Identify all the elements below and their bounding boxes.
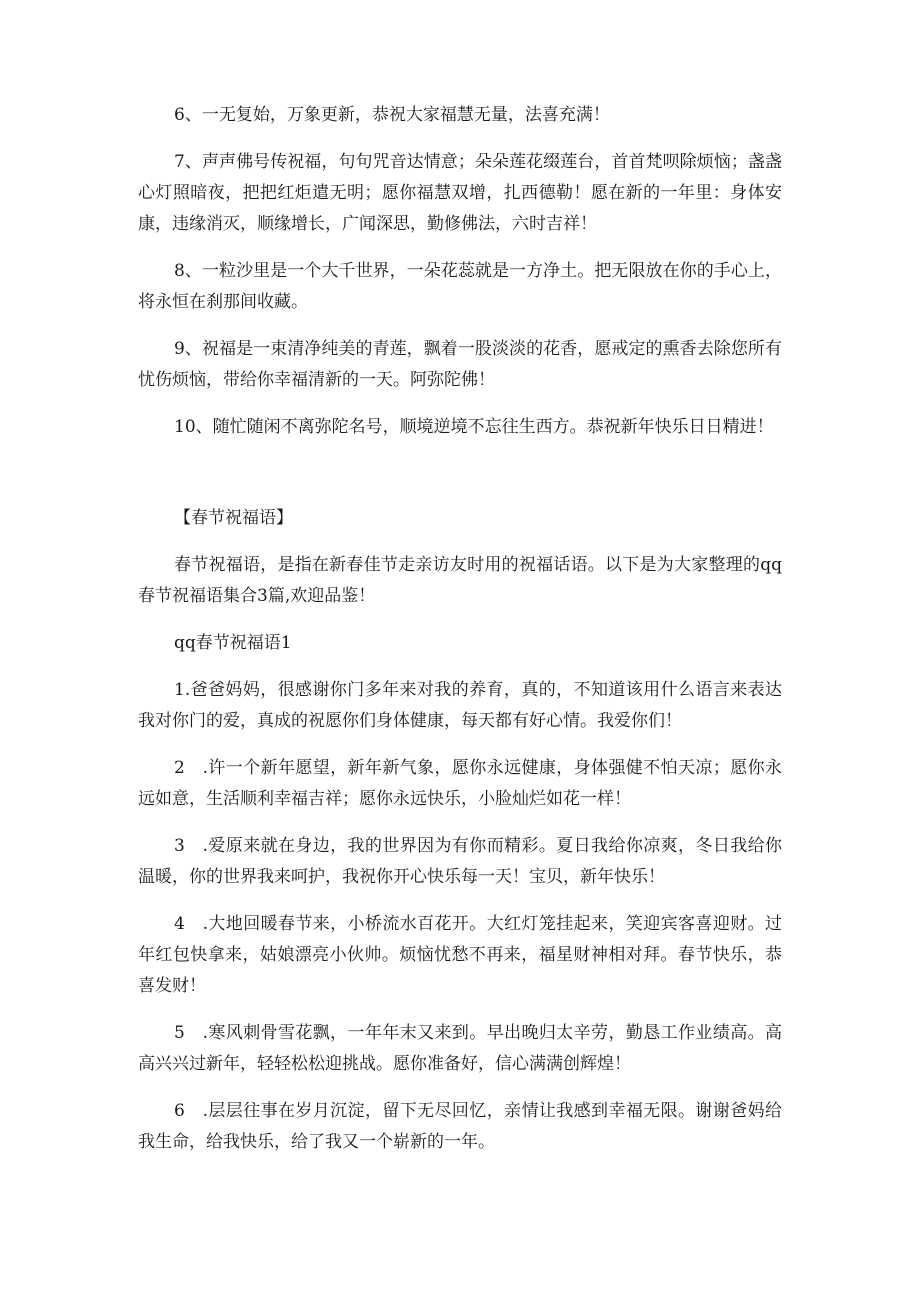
wish-paragraph-7: 7、声声佛号传祝福，句句咒音达情意；朵朵莲花缀莲台，首首梵呗除烦恼；盏盏心灯照暗夜，把把红炬遣无明；愿你福慧双增，扎西德勒！愿在新的一年里：身体安康，违缘消灭，顺缘增长，广闻深思，勤修佛法，六时吉祥！ [138, 152, 782, 234]
list-item-6: 6 .层层往事在岁月沉淀，留下无尽回忆，亲情让我感到幸福无限。谢谢爸妈给我生命，给我快乐，给了我又一个崭新的一年。 [138, 1101, 782, 1152]
intro-paragraph: 春节祝福语，是指在新春佳节走亲访友时用的祝福话语。以下是为大家整理的qq春节祝福语集合3篇,欢迎品鉴！ [138, 555, 782, 606]
list-item-5: 5 .寒风刺骨雪花飘，一年年末又来到。早出晚归太辛劳，勤恳工作业绩高。高高兴兴过新年，轻轻松松迎挑战。愿你准备好，信心满满创辉煌！ [138, 1023, 782, 1074]
wish-paragraph-9: 9、祝福是一束清净纯美的青莲，飘着一股淡淡的花香，愿戒定的熏香去除您所有忧伤烦恼，带给你幸福清新的一天。阿弥陀佛！ [138, 339, 782, 390]
section-heading: 【春节祝福语】 [174, 508, 293, 528]
list-item-1: 1.爸爸妈妈，很感谢你门多年来对我的养育，真的，不知道该用什么语言来表达我对你门的爱，真成的祝愿你们身体健康，每天都有好心情。我爱你们！ [138, 680, 782, 731]
wish-paragraph-6: 6、一无复始，万象更新，恭祝大家福慧无量，法喜充满！ [174, 105, 610, 125]
list-item-2: 2 .许一个新年愿望，新年新气象，愿你永远健康，身体强健不怕天凉；愿你永远如意，生活顺利幸福吉祥；愿你永远快乐，小脸灿烂如花一样！ [138, 758, 782, 809]
subheading: qq春节祝福语1 [174, 633, 292, 653]
wish-paragraph-8: 8、一粒沙里是一个大千世界，一朵花蕊就是一方净土。把无限放在你的手心上，将永恒在刹那间收藏。 [138, 261, 782, 312]
list-item-3: 3 .爱原来就在身边，我的世界因为有你而精彩。夏日我给你凉爽，冬日我给你温暖，你的世界我来呵护，我祝你开心快乐每一天！宝贝，新年快乐！ [138, 836, 782, 887]
list-item-4: 4 .大地回暖春节来，小桥流水百花开。大红灯笼挂起来，笑迎宾客喜迎财。过年红包快拿来，姑娘漂亮小伙帅。烦恼忧愁不再来，福星财神相对拜。春节快乐，恭喜发财！ [138, 914, 782, 996]
document-page [138, 100, 782, 1158]
wish-paragraph-10: 10、随忙随闲不离弥陀名号，顺境逆境不忘往生西方。恭祝新年快乐日日精进！ [174, 417, 774, 437]
